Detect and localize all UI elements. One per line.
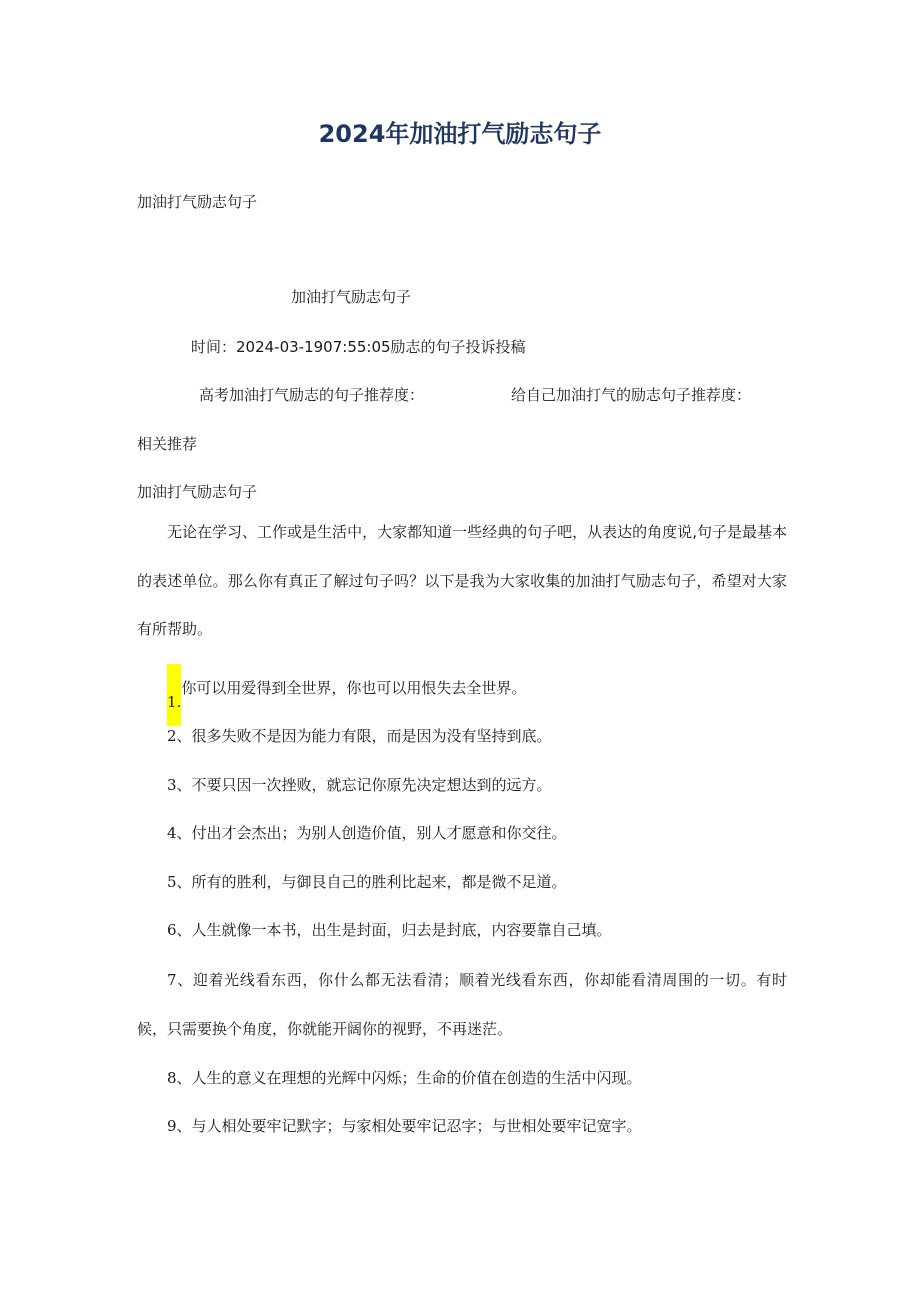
item-text: 迎着光线看东西，你什么都无法看清；顺着光线看东西，你却能看清周围的一切。有时候，只需要换个角度，你就能开阔你的视野，不再迷茫。 <box>137 971 787 1038</box>
list-item <box>167 920 612 940</box>
item-number: 2、 <box>167 727 192 745</box>
related-label: 相关推荐 <box>137 435 198 453</box>
list-item <box>167 1116 642 1136</box>
recommend-left: 高考加油打气励志的句子推荐度： <box>199 386 425 404</box>
item-number: 6、 <box>167 921 192 939</box>
item-number: 8、 <box>167 1069 192 1087</box>
item-number: 5、 <box>167 873 192 891</box>
item-number: 9、 <box>167 1117 192 1135</box>
item-text: 人生的意义在理想的光辉中闪烁；生命的价值在创造的生活中闪现。 <box>191 1069 642 1087</box>
meta-line: 时间：2024-03-1907:55:05励志的句子投诉投稿 <box>191 338 526 356</box>
item-text: 所有的胜利，与御艮自己的胜利比起来，都是微不足道。 <box>191 873 567 891</box>
list-item <box>167 823 567 843</box>
item-text: 与人相处要牢记默字；与家相处要牢记忍字；与世相处要牢记宽字。 <box>191 1117 642 1135</box>
document-title: 2024年加油打气励志句子 <box>318 120 602 148</box>
item-number-highlighted: 1. <box>167 664 181 726</box>
list-item <box>167 1068 642 1088</box>
list-item <box>167 726 552 746</box>
list-item <box>137 956 787 1053</box>
intro-paragraph: 无论在学习、工作或是生活中，大家都知道一些经典的句子吧，从表达的角度说,句子是最基本的表述单位。那么你有真正了解过句子吗？以下是我为大家收集的加油打气励志句子，希望对大家有所帮助。 <box>137 523 787 638</box>
item-text: 人生就像一本书，出生是封面，归去是封底，内容要靠自己填。 <box>191 921 612 939</box>
item-number: 7、 <box>167 971 193 989</box>
recommend-right: 给自己加油打气的励志句子推荐度： <box>511 386 752 404</box>
item-text: 你可以用爱得到全世界，你也可以用恨失去全世界。 <box>181 679 527 697</box>
item-text: 很多失败不是因为能力有限，而是因为没有坚持到底。 <box>191 727 552 745</box>
item-text: 不要只因一次挫败，就忘记你原先决定想达到的远方。 <box>191 776 552 794</box>
list-item <box>167 678 526 726</box>
list-item <box>167 775 552 795</box>
item-number: 3、 <box>167 776 192 794</box>
center-heading: 加油打气励志句子 <box>291 288 412 306</box>
item-number: 4、 <box>167 824 192 842</box>
subtitle-left: 加油打气励志句子 <box>137 193 258 211</box>
list-item <box>167 872 567 892</box>
item-text: 付出才会杰出；为别人创造价值，别人才愿意和你交往。 <box>191 824 567 842</box>
section-heading: 加油打气励志句子 <box>137 483 258 501</box>
